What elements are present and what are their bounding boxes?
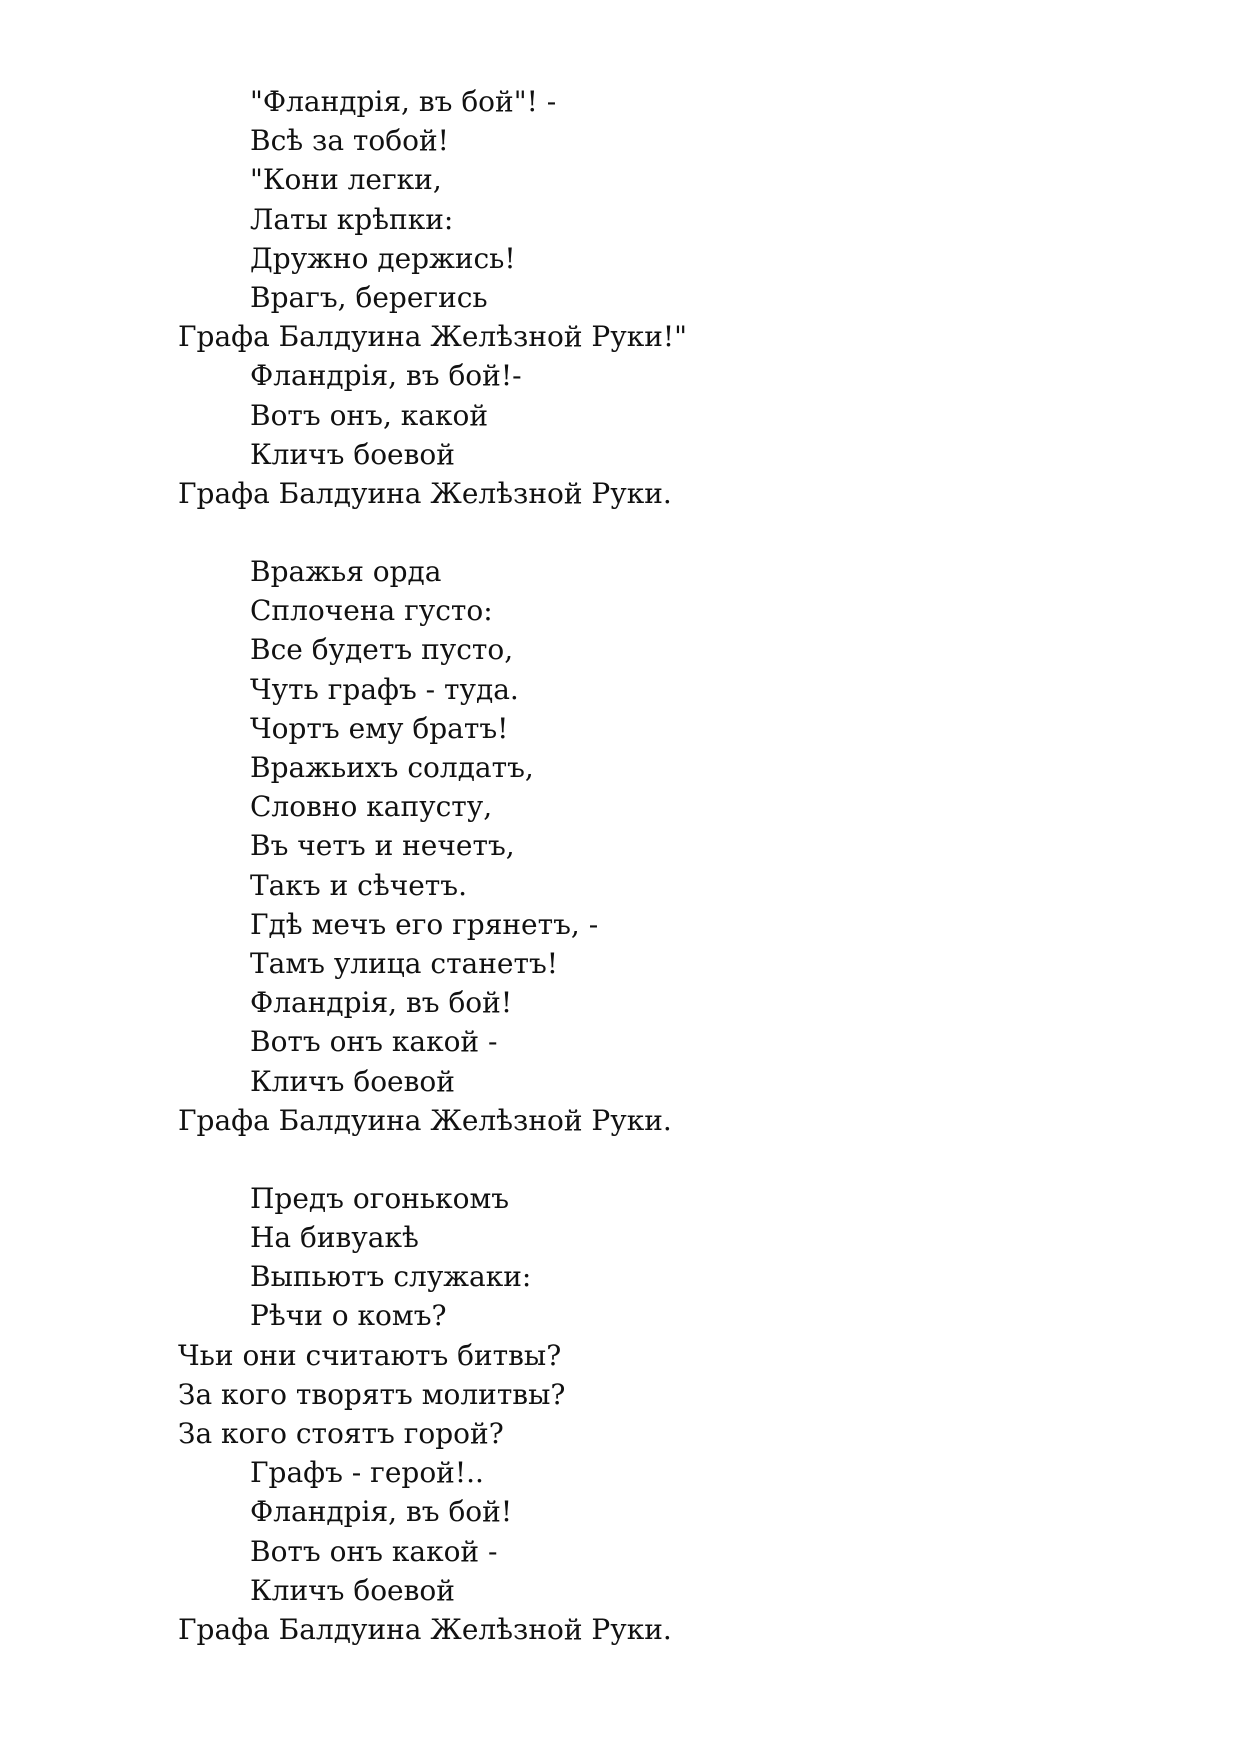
poem-line: За кого стоятъ горой? <box>178 1417 504 1450</box>
poem-line: "Фландрія, въ бой"! - <box>250 85 557 118</box>
poem-line: Вотъ онъ какой - <box>250 1025 498 1059</box>
poem-line: Такъ и сѣчетъ. <box>250 868 467 902</box>
poem-line: "Кони легки, <box>250 163 442 197</box>
poem-line: Все будетъ пусто, <box>250 633 514 667</box>
poem-line: Чуть графъ - туда. <box>250 672 519 706</box>
poem-line: Гдѣ мечъ его грянетъ, - <box>250 907 599 941</box>
poem-line: Вотъ онъ какой - <box>250 1534 498 1568</box>
poem <box>178 82 1178 1688</box>
poem-line: Дружно держись! <box>250 241 516 275</box>
poem-line: Графа Балдуина Желѣзной Руки!" <box>178 320 688 354</box>
stanza-1 <box>178 82 1178 513</box>
poem-line: Вражьихъ солдатъ, <box>250 751 534 784</box>
poem-line: Тамъ улица станетъ! <box>250 946 559 980</box>
poem-line: Графа Балдуина Желѣзной Руки. <box>178 476 672 510</box>
poem-line: Вотъ онъ, какой <box>250 398 488 432</box>
poem-line: Фландрія, въ бой! <box>250 1495 513 1529</box>
poem-line: Рѣчи о комъ? <box>250 1299 447 1333</box>
poem-line: Въ четъ и нечетъ, <box>250 829 515 863</box>
poem-line: Фландрія, въ бой!- <box>250 359 522 393</box>
poem-line: Чортъ ему братъ! <box>250 711 509 745</box>
poem-line: Графа Балдуина Желѣзной Руки. <box>178 1612 672 1646</box>
poem-line: Латы крѣпки: <box>250 202 454 236</box>
poem-line: Кличъ боевой <box>250 1573 455 1607</box>
poem-line: Врагъ, берегись <box>250 280 488 314</box>
poem-line: На бивуакѣ <box>250 1221 419 1255</box>
poem-line: Кличъ боевой <box>250 437 455 471</box>
poem-line: Вражья орда <box>250 555 442 589</box>
poem-line: Графа Балдуина Желѣзной Руки. <box>178 1103 672 1137</box>
poem-line: Всѣ за тобой! <box>250 124 449 158</box>
poem-line: За кого творятъ молитвы? <box>178 1377 566 1411</box>
poem-line: Сплочена густо: <box>250 594 493 628</box>
poem-line: Кличъ боевой <box>250 1064 455 1098</box>
poem-line: Фландрія, въ бой! <box>250 986 513 1020</box>
poem-line: Выпьютъ служаки: <box>250 1260 532 1294</box>
stanza-2 <box>178 552 1178 1140</box>
poem-line: Предъ огонькомъ <box>250 1181 510 1215</box>
poem-line: Словно капусту, <box>250 790 493 824</box>
poem-line: Графъ - герой!.. <box>250 1456 484 1490</box>
poem-line: Чьи они считаютъ битвы? <box>178 1338 562 1372</box>
stanza-3 <box>178 1179 1178 1649</box>
